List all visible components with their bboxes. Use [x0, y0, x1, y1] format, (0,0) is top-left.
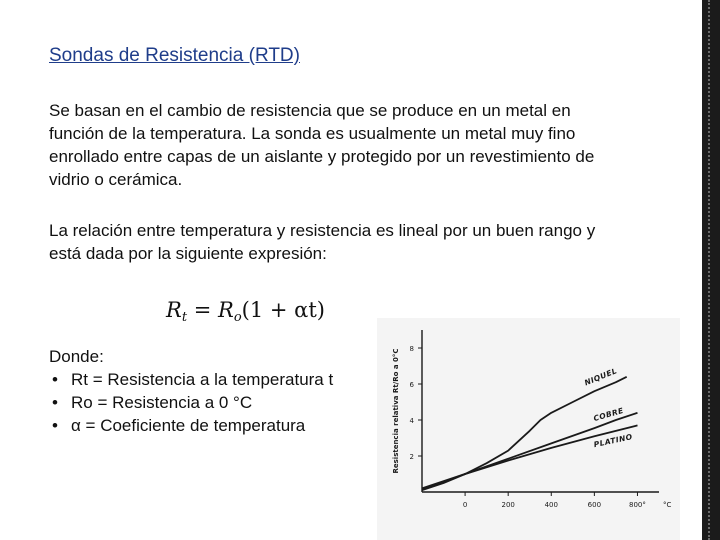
series-label-niquel: NIQUEL — [583, 366, 619, 388]
relation-line: La relación entre temperatura y resistencia es lineal por un buen rango y — [49, 221, 596, 240]
intro-line: función de la temperatura. La sonda es usualmente un metal muy fino — [49, 124, 576, 143]
relation-line: está dada por la siguiente expresión: — [49, 244, 327, 263]
resistance-chart-svg — [377, 318, 680, 540]
slide-right-border — [702, 0, 720, 540]
formula-lhs: R — [166, 298, 182, 322]
where-item-ro: • Ro = Resistencia a 0 °C — [49, 391, 369, 414]
intro-line: enrollado entre capas de un aislante y protegido por un revestimiento de — [49, 147, 595, 166]
where-item-rt: • Rt = Resistencia a la temperatura t — [49, 368, 369, 391]
formula-lhs-sub: t — [181, 310, 188, 325]
x-tick-label: 0 — [462, 501, 468, 509]
where-item-alpha: • α = Coeficiente de temperatura — [49, 414, 369, 437]
formula-equals: = — [187, 298, 218, 322]
y-tick-label: 2 — [409, 453, 414, 461]
intro-line: Se basan en el cambio de resistencia que se produce en un metal en — [49, 101, 571, 120]
formula-paren: (1 + αt) — [241, 298, 325, 322]
where-block — [49, 345, 369, 437]
series-label-cobre: COBRE — [592, 405, 625, 424]
series-label-platino: PLATINO — [592, 432, 634, 450]
y-tick-label: 8 — [409, 345, 414, 353]
intro-paragraph — [49, 99, 659, 191]
where-label: Donde: — [49, 347, 104, 366]
where-list — [49, 368, 369, 437]
formula-rhs-sub: o — [233, 310, 242, 325]
intro-line: vidrio o cerámica. — [49, 170, 183, 189]
resistance-chart — [377, 318, 680, 540]
relation-paragraph — [49, 219, 659, 265]
x-tick-label: 200 — [501, 501, 515, 509]
x-tick-label: 400 — [544, 501, 558, 509]
formula-rhs: R — [218, 298, 234, 322]
x-tick-label: 800° — [629, 501, 646, 509]
rtd-formula — [166, 298, 325, 325]
slide-title: Sondas de Resistencia (RTD) — [49, 45, 300, 66]
y-tick-label: 4 — [409, 417, 414, 425]
y-tick-label: 6 — [409, 381, 414, 389]
x-axis-label: °C — [663, 501, 672, 509]
y-axis-label: Resistencia relativa Rt/Ro a 0°C — [392, 348, 400, 474]
x-tick-label: 600 — [587, 501, 602, 509]
